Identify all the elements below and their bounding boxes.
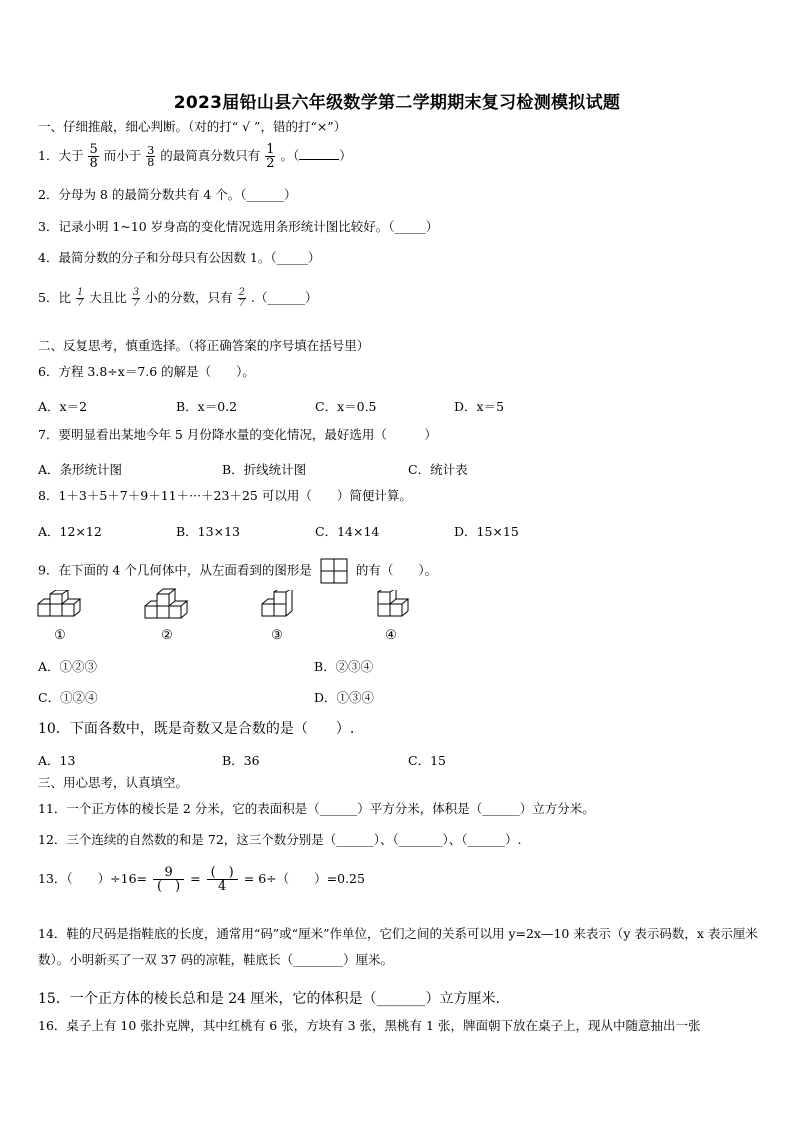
q10-option-b[interactable]: B．36 xyxy=(222,753,260,768)
section-1-heading: 一、仔细推敲，细心判断。（对的打“ √ ”，错的打“×”） xyxy=(38,119,347,134)
q9-option-a[interactable]: A．①②③ xyxy=(38,659,98,674)
q9-option-b[interactable]: B．②③④ xyxy=(314,659,374,674)
answer-blank[interactable] xyxy=(299,147,339,160)
question-13: 13．（ ）÷16= 9 ( ) = ( ) 4 = 6÷（ ）=0.25 xyxy=(38,865,365,894)
q8-option-c[interactable]: C．14×14 xyxy=(315,524,380,539)
fraction-blank-4: ( ) 4 xyxy=(207,866,238,893)
figure-label-4: ④ xyxy=(385,628,397,643)
figure-label-1: ① xyxy=(54,628,66,643)
q6-option-b[interactable]: B．x＝0.2 xyxy=(176,399,238,414)
question-7: 7．要明显看出某地今年 5 月份降水量的变化情况，最好选用（ ） xyxy=(38,427,437,442)
question-12: 12．三个连续的自然数的和是 72，这三个数分别是（______）、（_______）、（______）. xyxy=(38,832,522,847)
q8-option-d[interactable]: D．15×15 xyxy=(454,524,519,539)
q6-option-d[interactable]: D．x＝5 xyxy=(454,399,505,414)
question-8: 8．1＋3＋5＋7＋9＋11＋···＋23＋25 可以用（ ）简便计算。 xyxy=(38,488,412,503)
q6-option-c[interactable]: C．x＝0.5 xyxy=(315,399,377,414)
solid-figure-1 xyxy=(36,590,88,626)
question-3: 3．记录小明 1~10 岁身高的变化情况选用条形统计图比较好。（_____） xyxy=(38,219,439,234)
page-title: 2023届铅山县六年级数学第二学期期末复习检测模拟试题 xyxy=(173,93,621,113)
figure-label-3: ③ xyxy=(271,628,283,643)
fraction-9-blank: 9 ( ) xyxy=(153,866,184,893)
fraction-5-8: $\frac{5}{8}$ xyxy=(89,142,98,171)
fraction-3-8: $\frac{3}{8}$ xyxy=(147,144,155,169)
q10-option-a[interactable]: A．13 xyxy=(38,753,76,768)
solid-figure-4 xyxy=(376,590,420,626)
question-16: 16．桌子上有 10 张扑克牌，其中红桃有 6 张，方块有 3 张，黑桃有 1 张，牌面朝下放在桌子上，现从中随意抽出一张 xyxy=(38,1018,701,1033)
question-9: 9．在下面的 4 个几何体中，从左面看到的图形是 的有（ ）。 xyxy=(38,558,437,584)
q6-option-a[interactable]: A．x＝2 xyxy=(38,399,88,414)
question-15: 15．一个正方体的棱长总和是 24 厘米，它的体积是（_______）立方厘米. xyxy=(38,991,500,1007)
question-2: 2．分母为 8 的最简分数共有 4 个。（______） xyxy=(38,187,297,202)
q9-option-d[interactable]: D．①③④ xyxy=(314,690,375,705)
solid-figure-2 xyxy=(143,588,195,626)
fraction-1-7: $\frac{1}{7}$ xyxy=(76,287,84,309)
question-4: 4．最简分数的分子和分母只有公因数 1。（_____） xyxy=(38,250,321,265)
q7-option-c[interactable]: C．统计表 xyxy=(408,462,468,477)
q7-option-b[interactable]: B．折线统计图 xyxy=(222,462,307,477)
question-11: 11．一个正方体的棱长是 2 分米，它的表面积是（______）平方分米，体积是（______）立方分米。 xyxy=(38,801,595,816)
figure-label-2: ② xyxy=(161,628,173,643)
q8-option-a[interactable]: A．12×12 xyxy=(38,524,102,539)
fraction-1-2: $\frac{1}{2}$ xyxy=(266,142,275,171)
question-14: 14．鞋的尺码是指鞋底的长度，通常用“码”或“厘米”作单位，它们之间的关系可以用 y=2x—10 来表示（y 表示码数，x 表示厘米数）。小明新买了一双 37 码的凉鞋，鞋底长（________）厘米。 xyxy=(38,926,758,967)
question-10: 10．下面各数中，既是奇数又是合数的是（ ）. xyxy=(38,721,355,737)
q8-option-b[interactable]: B．13×13 xyxy=(176,524,240,539)
question-6: 6．方程 3.8÷x＝7.6 的解是（ ）。 xyxy=(38,364,255,379)
section-2-heading: 二、反复思考，慎重选择。（将正确答案的序号填在括号里） xyxy=(38,338,370,353)
section-3-heading: 三、用心思考，认真填空。 xyxy=(38,775,189,790)
fraction-2-7: $\frac{2}{7}$ xyxy=(238,287,246,309)
solid-figure-3 xyxy=(260,590,304,626)
q9-option-c[interactable]: C．①②④ xyxy=(38,690,98,705)
q7-option-a[interactable]: A．条形统计图 xyxy=(38,462,123,477)
q10-option-c[interactable]: C．15 xyxy=(408,753,446,768)
question-5: 5．比 $\frac{1}{7}$ 大且比 $\frac{3}{7}$ 小的分数，只有 $\frac{2}{7}$ .（______） xyxy=(38,287,318,309)
question-1: 1．大于 $\frac{5}{8}$ 而小于 $\frac{3}{8}$ 的最简真分数只有 $\frac{1}{2}$ 。（ ） xyxy=(38,142,352,171)
fraction-3-7: $\frac{3}{7}$ xyxy=(132,287,140,309)
left-view-figure xyxy=(320,558,348,584)
